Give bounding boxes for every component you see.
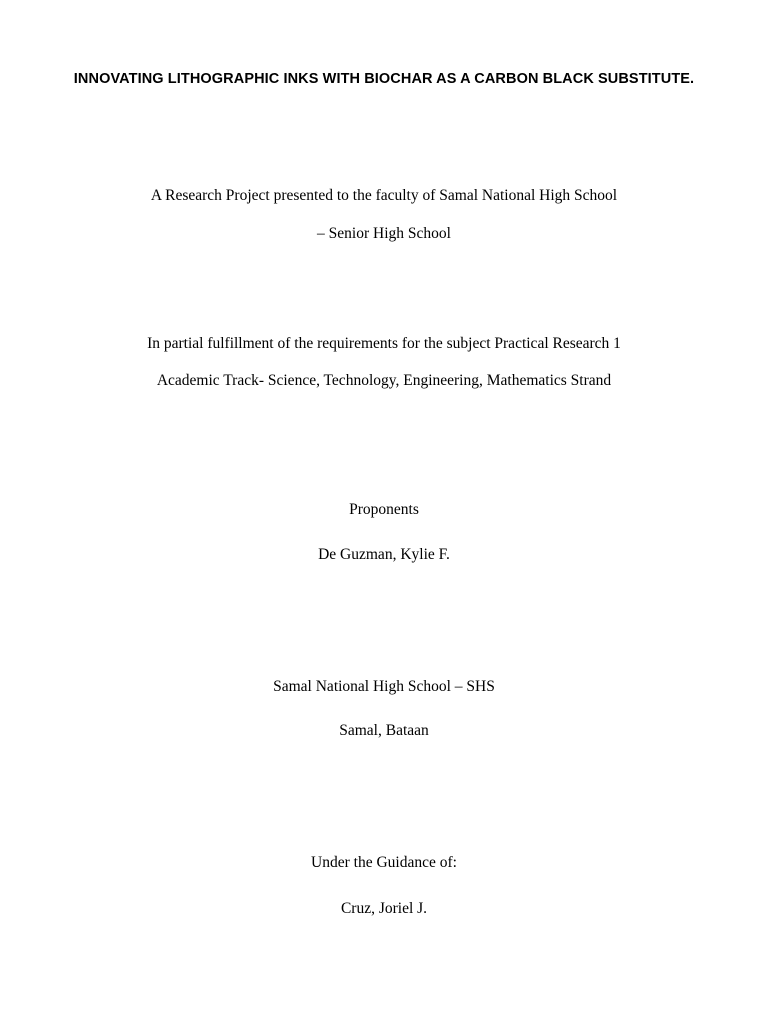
presentation-line-2: – Senior High School: [317, 225, 451, 242]
school-name: Samal National High School – SHS: [273, 678, 495, 695]
adviser-name: Cruz, Joriel J.: [340, 900, 428, 917]
fulfillment-line-2: Academic Track- Science, Technology, Engineering, Mathematics Strand: [156, 372, 612, 389]
presentation-line-1: A Research Project presented to the faculty of Samal National High School: [150, 187, 618, 204]
school-location: Samal, Bataan: [339, 722, 429, 739]
fulfillment-line-1: In partial fulfillment of the requirements for the subject Practical Research 1: [147, 335, 621, 352]
proponents-heading: Proponents: [349, 501, 419, 518]
proponent-name: De Guzman, Kylie F.: [318, 546, 450, 563]
document-title: INNOVATING LITHOGRAPHIC INKS WITH BIOCHAR AS A CARBON BLACK SUBSTITUTE.: [73, 71, 695, 87]
guidance-heading: Under the Guidance of:: [311, 854, 457, 871]
